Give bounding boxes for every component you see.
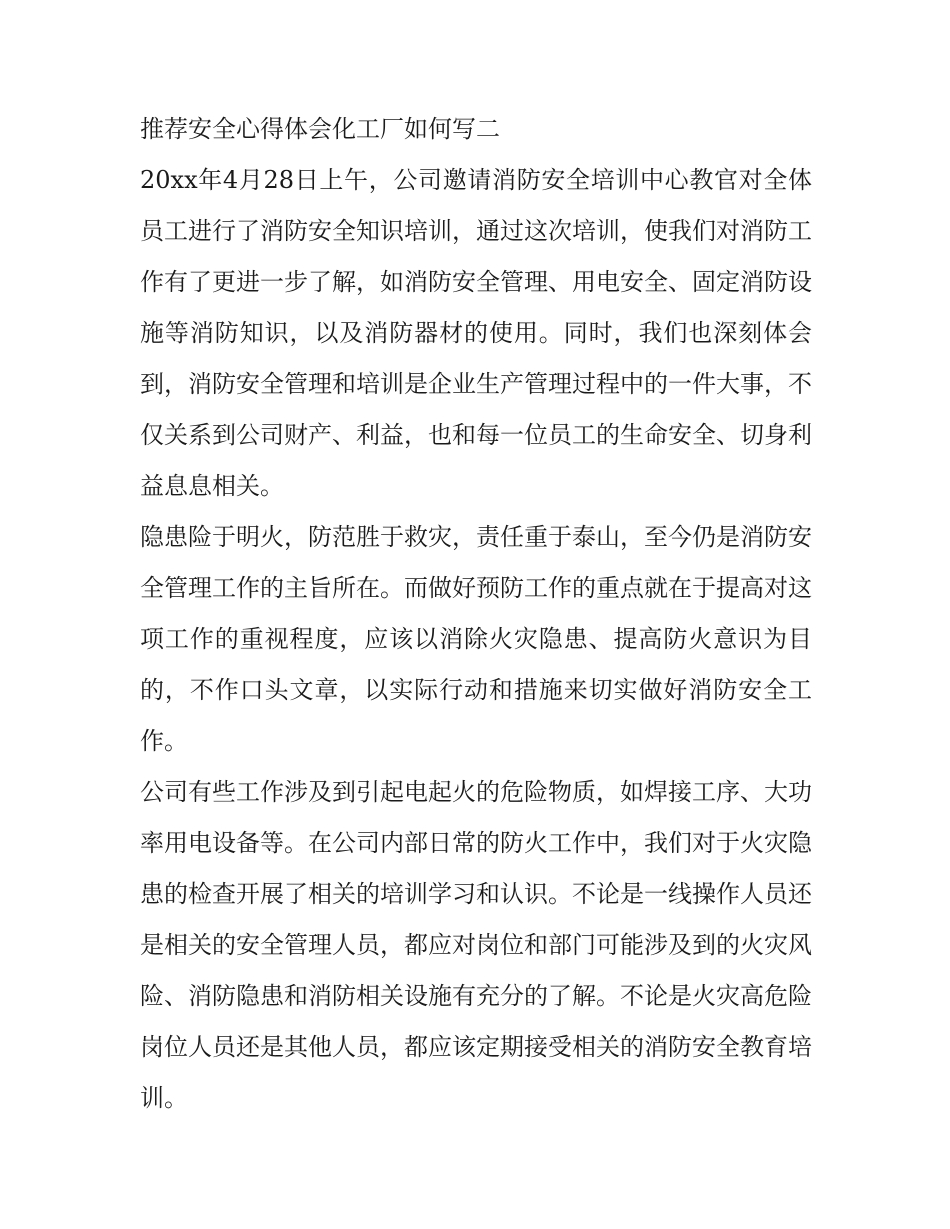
paragraph-2: 隐患险于明火，防范胜于救灾，责任重于泰山，至今仍是消防安全管理工作的主旨所在。而做好预防工作的重点就在于提高对这项工作的重视程度，应该以消除火灾隐患、提高防火意识为目的，不作口头文章，以实际行动和措施来切实做好消防安全工作。 [140,523,812,755]
document-title: 推荐安全心得体会化工厂如何写二 [140,115,500,143]
document-body [140,104,812,1124]
paragraph-3: 公司有些工作涉及到引起电起火的危险物质，如焊接工序、大功率用电设备等。在公司内部日常的防火工作中，我们对于火灾隐患的检查开展了相关的培训学习和认识。不论是一线操作人员还是相关的安全管理人员，都应对岗位和部门可能涉及到的火灾风险、消防隐患和消防相关设施有充分的了解。不论是火灾高危险岗位人员还是其他人员，都应该定期接受相关的消防安全教育培训。 [140,778,812,1112]
paragraph-1: 20xx年4月28日上午，公司邀请消防安全培训中心教官对全体员工进行了消防安全知识培训，通过这次培训，使我们对消防工作有了更进一步了解，如消防安全管理、用电安全、固定消防设施等消防知识，以及消防器材的使用。同时，我们也深刻体会到，消防安全管理和培训是企业生产管理过程中的一件大事，不仅关系到公司财产、利益，也和每一位员工的生命安全、切身利益息息相关。 [140,166,812,500]
